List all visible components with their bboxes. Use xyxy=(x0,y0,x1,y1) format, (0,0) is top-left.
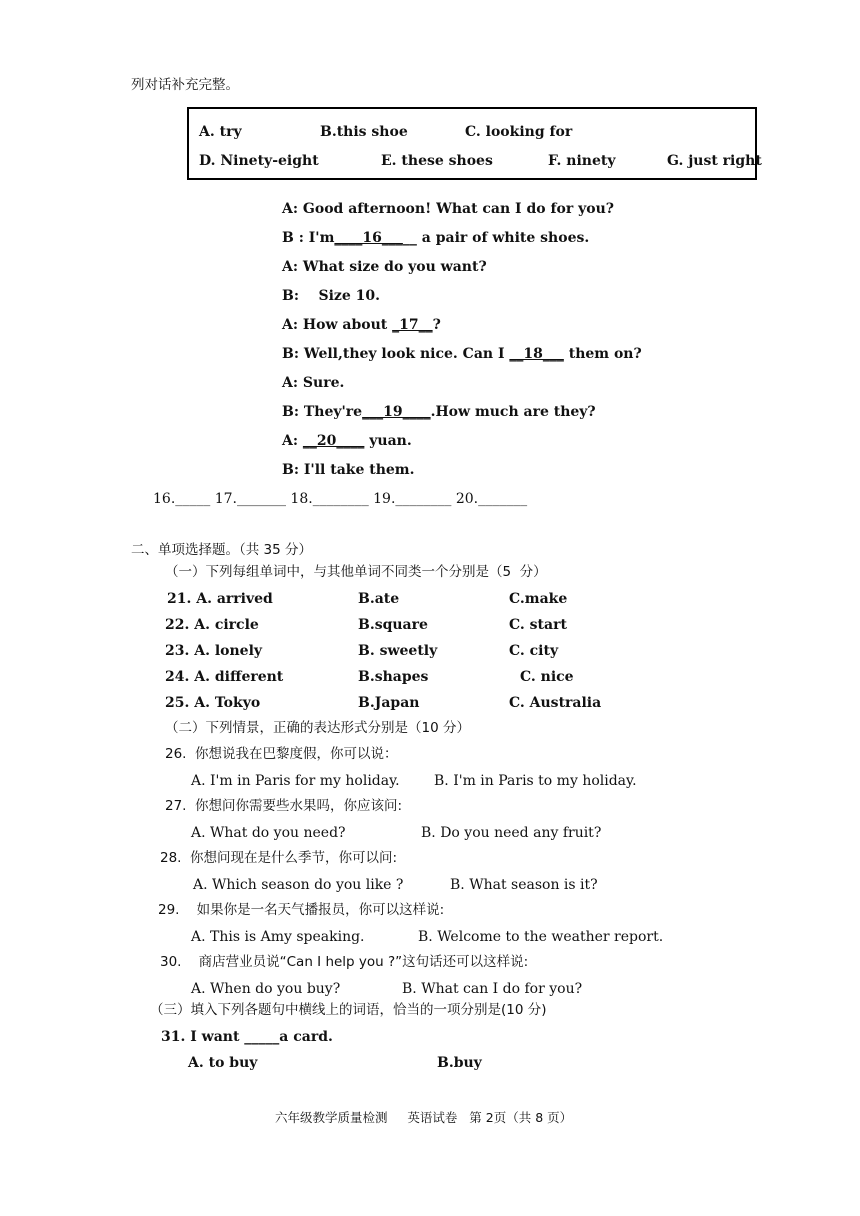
line-text: B : I'm xyxy=(282,230,335,246)
q28-option-a: A. Which season do you like ? xyxy=(193,877,404,893)
q21-a: 21. A. arrived xyxy=(167,591,273,607)
line-text: .How much are they? xyxy=(430,404,596,420)
option-d: D. Ninety-eight xyxy=(199,153,319,169)
dialogue-line xyxy=(282,229,589,247)
line-text: B: Well,they look nice. Can I xyxy=(282,346,510,362)
q21-b: B.ate xyxy=(358,591,400,607)
q25-b: B.Japan xyxy=(358,695,420,711)
q31-option-a: A. to buy xyxy=(188,1055,258,1071)
q30-question: 30. 商店营业员说“Can I help you ?”这句话还可以这样说: xyxy=(160,954,529,970)
line-text: yuan. xyxy=(364,433,412,449)
option-b: B.this shoe xyxy=(320,124,408,140)
q31-question: 31. I want _____a card. xyxy=(161,1029,333,1045)
dialogue-line xyxy=(282,287,380,305)
section2-title: 二、单项选择题。（共 35 分） xyxy=(131,542,313,558)
answer-line: 16._____ 17._______ 18.________ 19.________ 20._______ xyxy=(153,491,528,507)
q23-a: 23. A. lonely xyxy=(165,643,263,659)
q27-option-a: A. What do you need? xyxy=(191,825,346,841)
part1-title: （一）下列每组单词中，与其他单词不同类一个分别是（5 分） xyxy=(165,564,547,580)
q29-question: 29. 如果你是一名天气播报员，你可以这样说: xyxy=(158,902,445,918)
option-g: G. just right xyxy=(667,153,762,169)
blank-18: __18___ xyxy=(509,346,564,362)
dialogue-line xyxy=(282,316,441,334)
line-text: A: Sure. xyxy=(282,375,345,391)
q27-question: 27. 你想问你需要些水果吗，你应该问: xyxy=(165,798,403,814)
option-c: C. looking for xyxy=(465,124,573,140)
dialogue-line xyxy=(282,200,614,218)
q26-option-a: A. I'm in Paris for my holiday. xyxy=(191,773,400,789)
dialogue-line xyxy=(282,345,642,363)
dialogue-line xyxy=(282,403,596,421)
blank-20: __20____ xyxy=(302,433,365,449)
q22-a: 22. A. circle xyxy=(165,617,259,633)
line-text: B: I'll take them. xyxy=(282,462,415,478)
line-text: B: Size 10. xyxy=(282,288,381,304)
dialogue-line xyxy=(282,374,344,392)
line-text: B: They're xyxy=(282,404,363,420)
q30-option-a: A. When do you buy? xyxy=(191,981,341,997)
q30-option-b: B. What can I do for you? xyxy=(402,981,583,997)
option-a: A. try xyxy=(199,124,242,140)
q21-c: C.make xyxy=(509,591,568,607)
option-e: E. these shoes xyxy=(381,153,493,169)
part3-title: （三）填入下列各题句中横线上的词语，恰当的一项分别是(10 分) xyxy=(150,1002,547,1018)
q27-option-b: B. Do you need any fruit? xyxy=(421,825,602,841)
q22-c: C. start xyxy=(509,617,567,633)
line-text: A: What size do you want? xyxy=(282,259,487,275)
page-footer: 六年级教学质量检测 英语试卷 第 2页（共 8 页） xyxy=(275,1110,573,1125)
option-f: F. ninety xyxy=(548,153,616,169)
part2-title: （二）下列情景，正确的表达形式分别是（10 分） xyxy=(165,720,470,736)
q24-c: C. nice xyxy=(520,669,574,685)
blank-16: ____16___ xyxy=(334,230,403,246)
q28-option-b: B. What season is it? xyxy=(450,877,598,893)
q22-b: B.square xyxy=(358,617,428,633)
line-text: A: Good afternoon! What can I do for you? xyxy=(282,201,614,217)
line-text: A: How about xyxy=(282,317,393,333)
q23-b: B. sweetly xyxy=(358,643,438,659)
line-text: ? xyxy=(432,317,441,333)
q29-option-b: B. Welcome to the weather report. xyxy=(418,929,664,945)
intro-text: 列对话补充完整。 xyxy=(131,77,239,93)
dialogue-line xyxy=(282,432,412,450)
line-text: __ a pair of white shoes. xyxy=(402,230,590,246)
q29-option-a: A. This is Amy speaking. xyxy=(191,929,365,945)
line-text: them on? xyxy=(563,346,642,362)
line-text: A: xyxy=(282,433,303,449)
blank-17: _17__ xyxy=(392,317,433,333)
q28-question: 28. 你想问现在是什么季节，你可以问: xyxy=(160,850,398,866)
q24-a: 24. A. different xyxy=(165,669,284,685)
q26-option-b: B. I'm in Paris to my holiday. xyxy=(434,773,637,789)
dialogue-line xyxy=(282,258,487,276)
q24-b: B.shapes xyxy=(358,669,429,685)
blank-19: ___19____ xyxy=(362,404,431,420)
dialogue-line xyxy=(282,461,414,479)
q23-c: C. city xyxy=(509,643,559,659)
q26-question: 26. 你想说我在巴黎度假，你可以说： xyxy=(165,746,398,762)
q31-option-b: B.buy xyxy=(437,1055,482,1071)
q25-c: C. Australia xyxy=(509,695,602,711)
q25-a: 25. A. Tokyo xyxy=(165,695,261,711)
